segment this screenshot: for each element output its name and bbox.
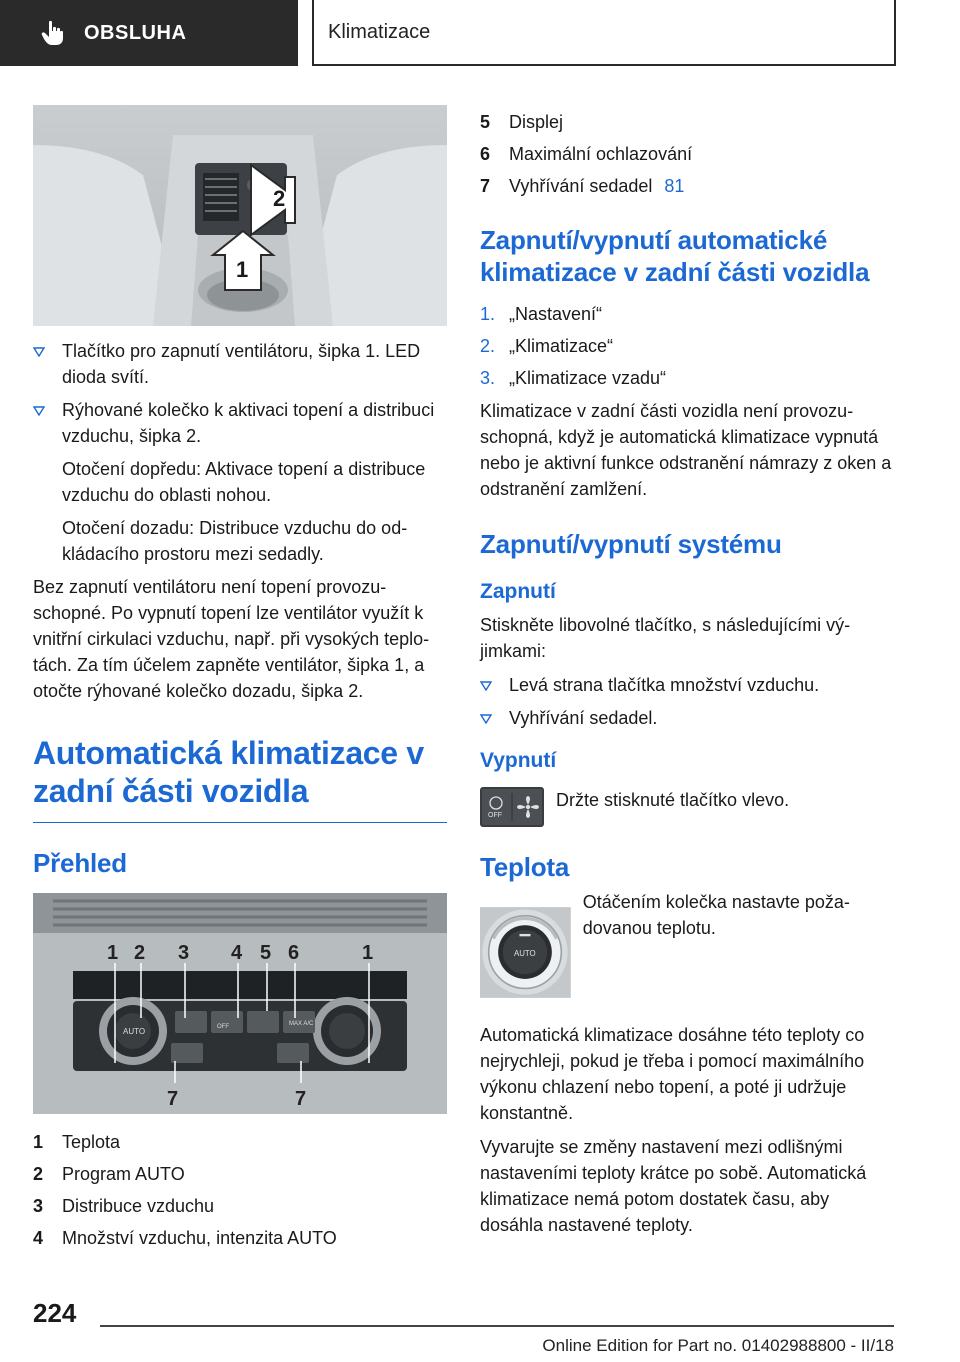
vent-bullet-list — [33, 338, 447, 567]
list-item: Vyhřívání sedadel. — [480, 705, 894, 731]
off-instruction — [480, 787, 894, 827]
list-item: 2. „Klimatizace“ — [480, 336, 614, 356]
callout-5: 5 — [260, 942, 272, 964]
arrow-label-2: 2 — [273, 186, 286, 211]
arrow-label-1: 1 — [236, 257, 249, 282]
figure-console-vent — [33, 105, 447, 326]
paragraph: Klimatizace v zadní části vozidla není provozuschopná, když je automatická klimatizace vypnutá nebo je aktivní funkce odstranění námrazy z oken a odstranění zamlžení. — [480, 401, 892, 499]
list-item: 6 Maximální ochlazování — [480, 144, 693, 164]
callout-1b: 1 — [362, 942, 374, 964]
paragraph: Bez zapnutí ventilátoru není topení provozuschopné. Po vypnutí topení lze ventilátor využít k vnitřní cirkulaci vzduchu, např. při vysokých teplotách. Za tím účelem zapněte ventilátor, šipka 1, a otočte rýhované kolečko dozadu, šipka 2. — [33, 577, 430, 701]
steps-list — [480, 302, 894, 390]
list-item: 7 Vyhřívání sedadel 81 — [480, 176, 685, 196]
callout-1: 1 — [107, 942, 119, 964]
list-item — [33, 338, 447, 390]
bullet-subtext: Otočení dozadu: Distribuce vzduchu do odkládacího prostoru mezi sedadly. — [62, 518, 408, 564]
page-title: Klimatizace — [312, 0, 896, 66]
list-item: 1. „Nastavení“ — [480, 304, 603, 324]
hand-pointer-icon — [40, 20, 66, 46]
callout-6: 6 — [288, 942, 300, 964]
auto-text: AUTO — [123, 1027, 146, 1036]
paragraph: Automatická klimatizace dosáhne této teploty co nejrychleji, pokud je třeba i pomocí maximálního výkonu chlazení nebo topení, a poté ji udržuje konstantně. — [480, 1025, 865, 1123]
off-text: OFF — [217, 1024, 229, 1030]
page-header — [0, 0, 960, 66]
chapter-heading: Automatická klimatizace v zadní části vozidla — [33, 734, 447, 823]
list-item: 3 Distribuce vzduchu — [33, 1196, 215, 1216]
list-item: 2 Program AUTO — [33, 1164, 185, 1184]
list-item: 1 Teplota — [33, 1132, 121, 1152]
page-number: 224 — [33, 1298, 77, 1328]
max-ac-text: MAX A/C — [289, 1021, 314, 1027]
callout-7b: 7 — [295, 1088, 307, 1110]
section-heading: Zapnutí/vypnutí automatické klimatizace v zadní části vozidla — [480, 225, 870, 287]
callout-2: 2 — [134, 942, 146, 964]
fan-off-button-icon — [480, 787, 544, 827]
paragraph: Stiskněte libovolné tlačítko, s následujícími výjimkami: — [480, 615, 851, 661]
callout-7a: 7 — [167, 1088, 179, 1110]
section-heading: Přehled — [33, 848, 127, 878]
list-item: 5 Displej — [480, 112, 564, 132]
on-exceptions-list — [480, 672, 894, 731]
panel-legend-list-cont — [480, 110, 894, 198]
bullet-text: Tlačítko pro zapnutí ventilátoru, šipka 1. LED dioda svítí. — [62, 341, 421, 387]
triangle-bullet-icon — [480, 681, 492, 691]
bullet-subtext: Otočení dopředu: Aktivace topení a distribuce vzduchu do oblasti nohou. — [62, 459, 426, 505]
list-item — [33, 397, 447, 567]
subsection-heading: Vypnutí — [480, 749, 557, 772]
section-label: OBSLUHA — [84, 21, 187, 44]
temperature-instruction — [480, 892, 894, 1010]
off-icon-text: OFF — [488, 812, 502, 819]
callout-4: 4 — [231, 942, 243, 964]
right-column — [480, 110, 894, 1238]
figure-rear-climate-panel — [33, 893, 447, 1114]
off-text: Držte stisknuté tlačítko vlevo. — [556, 790, 790, 810]
paragraph: Vyvarujte se změny nastavení mezi odlišnými nastaveními teploty krátce po sobě. Automatická klimatizace nemá potom dostatek času, aby dosáhla nastavené teploty. — [480, 1137, 867, 1235]
footer-divider — [100, 1325, 894, 1327]
page-reference-link[interactable]: 81 — [664, 176, 685, 196]
bullet-text: Rýhované kolečko k aktivaci topení a distribuci vzduchu, šipka 2. — [62, 400, 435, 446]
panel-legend-list — [33, 1130, 447, 1250]
list-item: Levá strana tlačítka množství vzduchu. — [480, 672, 894, 698]
temperature-knob-icon — [480, 895, 571, 1010]
list-item: 3. „Klimatizace vzadu“ — [480, 368, 667, 388]
callout-3: 3 — [178, 942, 190, 964]
triangle-bullet-icon — [33, 347, 45, 357]
left-column — [33, 105, 447, 1258]
section-heading: Teplota — [480, 852, 570, 882]
temp-text: Otáčením kolečka nastavte požadovanou teplotu. — [582, 892, 850, 938]
section-heading: Zapnutí/vypnutí systému — [480, 529, 782, 559]
console-vent-illustration — [33, 105, 447, 326]
knob-text: AUTO — [513, 949, 536, 959]
triangle-bullet-icon — [33, 406, 45, 416]
subsection-heading: Zapnutí — [480, 580, 556, 603]
list-item: 4 Množství vzduchu, intenzita AUTO — [33, 1228, 337, 1248]
section-tab — [0, 0, 298, 66]
triangle-bullet-icon — [480, 714, 492, 724]
rear-climate-panel-illustration — [33, 893, 447, 1114]
edition-note: Online Edition for Part no. 01402988800 - II/18 — [542, 1336, 894, 1355]
